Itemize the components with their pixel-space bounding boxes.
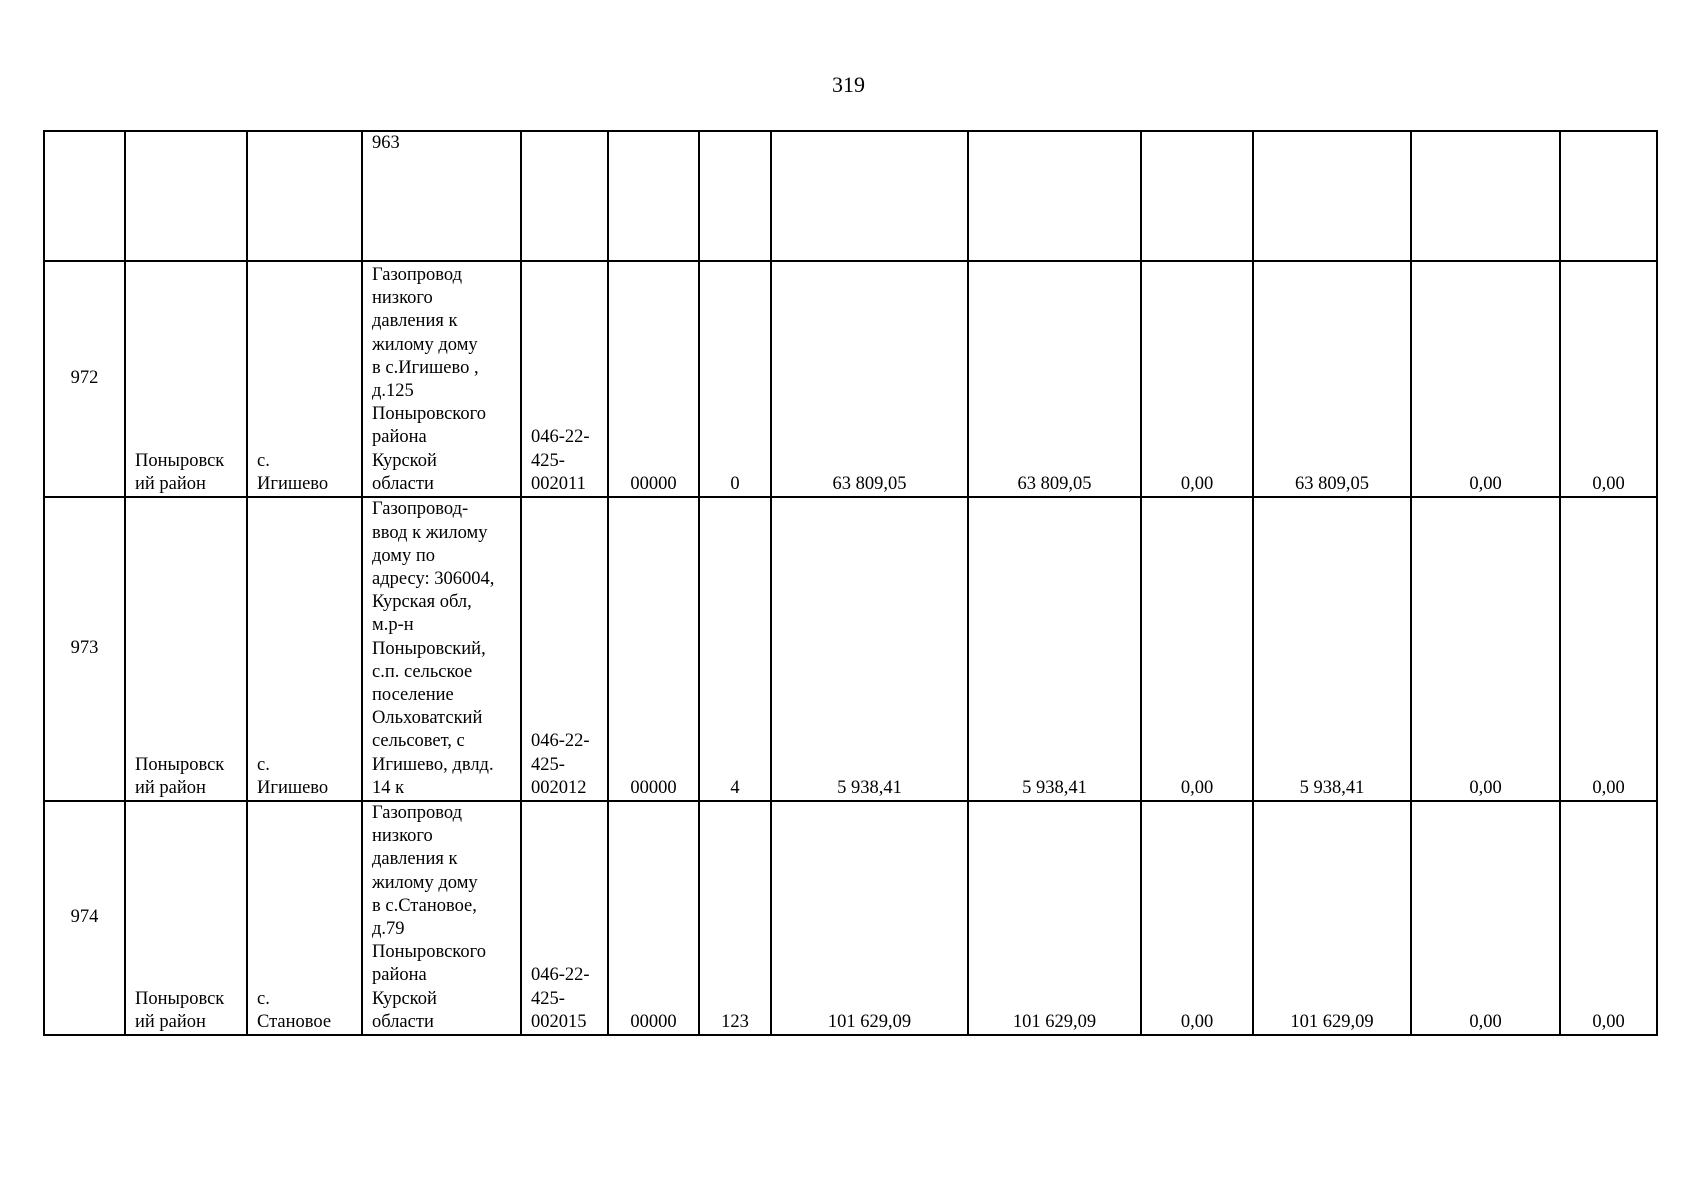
cell-value-1: 101 629,09 (771, 801, 968, 1035)
cell-num: 973 (44, 497, 125, 801)
cell-value-3: 0,00 (1141, 497, 1253, 801)
cell-value-3 (1141, 131, 1253, 261)
cell-value-6: 0,00 (1560, 497, 1657, 801)
cell-num: 972 (44, 261, 125, 497)
cell-value-4 (1253, 131, 1411, 261)
cell-code: 046-22- 425- 002012 (521, 497, 608, 801)
table-row-continuation (44, 131, 1657, 261)
cell-value-6: 0,00 (1560, 261, 1657, 497)
cell-value-2: 101 629,09 (968, 801, 1141, 1035)
cell-col6: 00000 (608, 497, 699, 801)
cell-code: 046-22- 425- 002015 (521, 801, 608, 1035)
cell-district: Поныровск ий район (125, 497, 247, 801)
cell-value-2: 63 809,05 (968, 261, 1141, 497)
cell-col7 (699, 131, 771, 261)
cell-description: Газопровод низкого давления к жилому дому в с.Игишево , д.125 Поныровского района Курской области (362, 261, 521, 497)
cell-value-3: 0,00 (1141, 801, 1253, 1035)
cell-district (125, 131, 247, 261)
cell-code: 046-22- 425- 002011 (521, 261, 608, 497)
cell-settlement: с. Игишево (247, 497, 362, 801)
table-row (44, 497, 1657, 801)
table-row (44, 801, 1657, 1035)
cell-settlement: с. Игишево (247, 261, 362, 497)
cell-value-1: 5 938,41 (771, 497, 968, 801)
cell-value-5: 0,00 (1411, 261, 1560, 497)
cell-settlement: с. Становое (247, 801, 362, 1035)
register-table (43, 130, 1658, 1036)
page-number: 319 (832, 72, 865, 97)
cell-code (521, 131, 608, 261)
cell-col7: 4 (699, 497, 771, 801)
cell-value-3: 0,00 (1141, 261, 1253, 497)
cell-value-4: 5 938,41 (1253, 497, 1411, 801)
cell-value-5: 0,00 (1411, 801, 1560, 1035)
cell-col6 (608, 131, 699, 261)
cell-num: 974 (44, 801, 125, 1035)
cell-value-1 (771, 131, 968, 261)
table-row (44, 261, 1657, 497)
cell-value-6 (1560, 131, 1657, 261)
cell-description: Газопровод низкого давления к жилому дому в с.Становое, д.79 Поныровского района Курской области (362, 801, 521, 1035)
cell-value-4: 63 809,05 (1253, 261, 1411, 497)
cell-col6: 00000 (608, 261, 699, 497)
cell-description: Газопровод- ввод к жилому дому по адресу: 306004, Курская обл, м.р-н Поныровский, с.п. сельское поселение Ольховатский сельсовет, с Игишево, двлд. 14 к (362, 497, 521, 801)
cell-value-6: 0,00 (1560, 801, 1657, 1035)
cell-value-2 (968, 131, 1141, 261)
cell-value-5: 0,00 (1411, 497, 1560, 801)
cell-col6: 00000 (608, 801, 699, 1035)
cell-description: 963 (362, 131, 521, 261)
cell-value-5 (1411, 131, 1560, 261)
cell-value-1: 63 809,05 (771, 261, 968, 497)
cell-num (44, 131, 125, 261)
cell-settlement (247, 131, 362, 261)
cell-district: Поныровск ий район (125, 261, 247, 497)
cell-value-4: 101 629,09 (1253, 801, 1411, 1035)
cell-col7: 123 (699, 801, 771, 1035)
cell-district: Поныровск ий район (125, 801, 247, 1035)
cell-col7: 0 (699, 261, 771, 497)
cell-value-2: 5 938,41 (968, 497, 1141, 801)
